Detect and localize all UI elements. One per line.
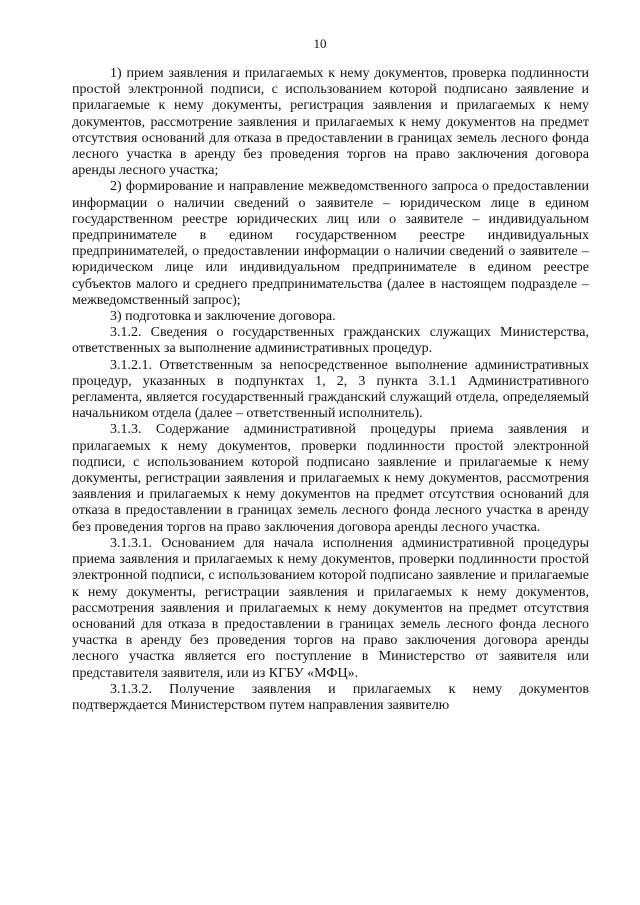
page-number: 10 [313,36,327,51]
paragraph-section-3-1-3-2: 3.1.3.2. Получение заявления и прилагаемых к нему документов подтверждается Министерством путем направления заявителю [72,681,589,713]
paragraph-section-3-1-3: 3.1.3. Содержание административной процедуры приема заявления и прилагаемых к нему документов, проверки подлинности простой электронной подписи, с использованием которой подписано заявление и прилагаемые к нему документы, регистрации заявления и прилагаемых к нему документов, рассмотрения заявления и прилагаемых к нему документов на предмет отсутствия оснований для отказа в предоставлении в границах земель лесного фонда лесного участка в аренду без проведения торгов на право заключения договора аренды лесного участка. [72,422,589,535]
paragraph-item-3: 3) подготовка и заключение договора. [110,309,336,325]
paragraph-item-2: 2) формирование и направление межведомственного запроса о предоставлении информации о наличии сведений о заявителе – юридическом лице в едином государственном реестре юридических лиц или о заявителе – индивидуальном предпринимателе в едином государственном реестре индивидуальных предпринимателей, о предоставлении информации о наличии сведений о заявителе – юридическом лице или индивидуальном предпринимателе в едином реестре субъектов малого и среднего предпринимательства (далее в настоящем подразделе – межведомственный запрос); [72,179,589,308]
document-body [72,66,589,714]
paragraph-section-3-1-2-1: 3.1.2.1. Ответственным за непосредственное выполнение административных процедур, указанных в подпунктах 1, 2, 3 пункта 3.1.1 Административного регламента, является государственный гражданский служащий отдела, определяемый начальником отдела (далее – ответственный исполнитель). [72,357,589,422]
paragraph-item-1: 1) прием заявления и прилагаемых к нему документов, проверка подлинности простой электронной подписи, с использованием которой подписано заявление и прилагаемые к нему документы, регистрация заявления и прилагаемых к нему документов, рассмотрение заявления и прилагаемых к нему документов на предмет отсутствия оснований для отказа в предоставлении в границах земель лесного фонда лесного участка в аренду без проведения торгов на право заключения договора аренды лесного участка; [72,66,589,179]
paragraph-section-3-1-2: 3.1.2. Сведения о государственных гражданских служащих Министерства, ответственных за выполнение административных процедур. [72,325,589,357]
paragraph-section-3-1-3-1: 3.1.3.1. Основанием для начала исполнения административной процедуры приема заявления и прилагаемых к нему документов, проверки подлинности простой электронной подписи, с использованием которой подписано заявление и прилагаемые к нему документы, регистрации заявления и прилагаемых к нему документов, рассмотрения заявления и прилагаемых к нему документов на предмет отсутствия оснований для отказа в предоставлении в границах земель лесного фонда лесного участка в аренду без проведения торгов на право заключения договора аренды лесного участка является его поступление в Министерство от заявителя или представителя заявителя, или из КГБУ «МФЦ». [72,535,589,681]
